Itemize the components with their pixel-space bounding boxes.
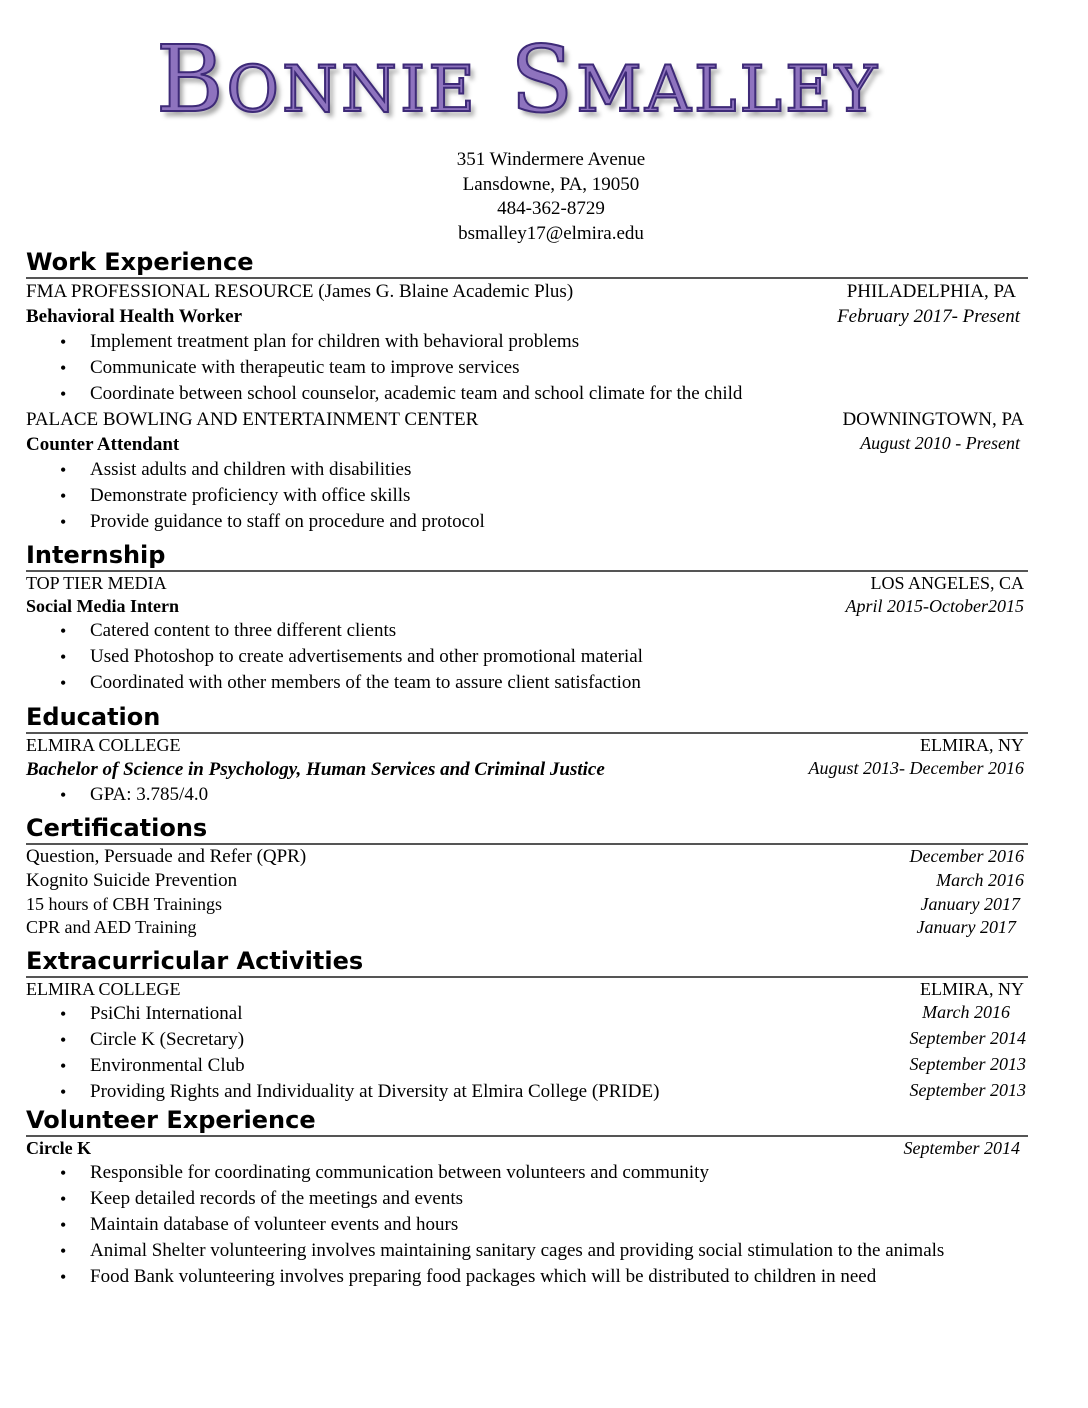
list-item: • Food Bank volunteering involves preparing food packages which will be distributed to children in need bbox=[90, 1264, 1008, 1290]
certification-date: December 2016 bbox=[909, 846, 1024, 866]
list-item: • Provide guidance to staff on procedure and protocol bbox=[90, 509, 1028, 535]
list-item bbox=[90, 1027, 1028, 1053]
internship-section bbox=[26, 540, 1028, 696]
work-experience-section bbox=[26, 247, 1028, 535]
certification-row bbox=[26, 916, 1028, 939]
job-bullets bbox=[26, 329, 1028, 407]
activity-date: September 2013 bbox=[909, 1054, 1026, 1074]
education-org: ELMIRA COLLEGE bbox=[26, 735, 181, 755]
list-item: • Maintain database of volunteer events and hours bbox=[90, 1212, 1008, 1238]
job-org: FMA PROFESSIONAL RESOURCE (James G. Blaine Academic Plus) bbox=[26, 281, 574, 302]
list-item: • Coordinated with other members of the team to assure client satisfaction bbox=[90, 670, 1028, 696]
activity-name: • Circle K (Secretary) bbox=[90, 1029, 245, 1050]
certification-date: January 2017 bbox=[920, 894, 1020, 914]
extracurricular-org: ELMIRA COLLEGE bbox=[26, 979, 181, 999]
job-bullets bbox=[26, 457, 1028, 535]
job-dates: February 2017- Present bbox=[837, 306, 1020, 327]
list-item: • GPA: 3.785/4.0 bbox=[90, 782, 1028, 808]
volunteer-dates: September 2014 bbox=[903, 1138, 1020, 1158]
list-item: • Demonstrate proficiency with office skills bbox=[90, 483, 1028, 509]
job-role: Counter Attendant bbox=[26, 434, 180, 455]
job-location: PHILADELPHIA, PA bbox=[846, 281, 1016, 302]
activity-name: • PsiChi International bbox=[90, 1003, 243, 1024]
list-item: • Used Photoshop to create advertisements and other promotional material bbox=[90, 644, 1028, 670]
volunteer-header bbox=[26, 1137, 1028, 1160]
activity-date: September 2013 bbox=[909, 1080, 1026, 1100]
job-org: PALACE BOWLING AND ENTERTAINMENT CENTER bbox=[26, 409, 479, 430]
certification-row bbox=[26, 893, 1028, 916]
contact-block bbox=[26, 148, 1076, 246]
job-header bbox=[26, 407, 1028, 432]
certification-date: March 2016 bbox=[936, 870, 1024, 890]
job-role-row bbox=[26, 432, 1028, 457]
extracurricular-section bbox=[26, 946, 1028, 1105]
list-item: • Keep detailed records of the meetings and events bbox=[90, 1186, 1008, 1212]
internship-role-row bbox=[26, 595, 1028, 618]
job-role-row bbox=[26, 304, 1028, 329]
section-title: Certifications bbox=[26, 813, 1028, 845]
list-item bbox=[90, 1079, 1028, 1105]
certification-row bbox=[26, 869, 1028, 893]
education-degree-row bbox=[26, 757, 1028, 782]
list-item: • Catered content to three different clients bbox=[90, 618, 1028, 644]
email: bsmalley17@elmira.edu bbox=[458, 222, 644, 244]
job-location: DOWNINGTOWN, PA bbox=[842, 409, 1024, 430]
section-title: Education bbox=[26, 702, 1028, 734]
address-line-1: 351 Windermere Avenue bbox=[456, 149, 646, 170]
certification-name: CPR and AED Training bbox=[26, 917, 197, 937]
internship-header bbox=[26, 572, 1028, 595]
activity-date: September 2014 bbox=[909, 1028, 1026, 1048]
education-degree: Bachelor of Science in Psychology, Human Services and Criminal Justice bbox=[26, 759, 605, 780]
section-title: Volunteer Experience bbox=[26, 1105, 1028, 1137]
volunteer-bullets bbox=[26, 1160, 1028, 1290]
extracurricular-location: ELMIRA, NY bbox=[920, 979, 1024, 999]
internship-location: LOS ANGELES, CA bbox=[870, 573, 1024, 593]
extracurricular-list bbox=[26, 1001, 1028, 1105]
list-item bbox=[90, 1053, 1028, 1079]
activity-name: • Environmental Club bbox=[90, 1055, 245, 1076]
list-item: • Animal Shelter volunteering involves maintaining sanitary cages and providing social stimulation to the animals bbox=[90, 1238, 1008, 1264]
certification-row bbox=[26, 845, 1028, 869]
activity-name: • Providing Rights and Individuality at Diversity at Elmira College (PRIDE) bbox=[90, 1081, 660, 1102]
volunteer-section bbox=[26, 1105, 1028, 1290]
education-section bbox=[26, 702, 1028, 808]
section-title: Work Experience bbox=[26, 247, 1028, 279]
phone: 484-362-8729 bbox=[497, 198, 605, 219]
education-bullets bbox=[26, 782, 1028, 808]
education-header bbox=[26, 734, 1028, 757]
education-location: ELMIRA, NY bbox=[920, 735, 1024, 755]
list-item: • Coordinate between school counselor, academic team and school climate for the child bbox=[90, 381, 1028, 407]
list-item bbox=[90, 1001, 1028, 1027]
address-line-2: Lansdowne, PA, 19050 bbox=[462, 173, 640, 195]
activity-date: March 2016 bbox=[922, 1002, 1010, 1022]
internship-dates: April 2015-October2015 bbox=[845, 596, 1024, 616]
certification-name: Question, Persuade and Refer (QPR) bbox=[26, 846, 307, 867]
list-item: • Responsible for coordinating communication between volunteers and community bbox=[90, 1160, 1008, 1186]
job-role: Behavioral Health Worker bbox=[26, 306, 243, 327]
certification-date: January 2017 bbox=[916, 917, 1016, 937]
list-item: • Communicate with therapeutic team to improve services bbox=[90, 355, 1028, 381]
certification-name: Kognito Suicide Prevention bbox=[26, 870, 238, 891]
internship-role: Social Media Intern bbox=[26, 596, 179, 616]
section-title: Internship bbox=[26, 540, 1028, 572]
volunteer-org: Circle K bbox=[26, 1138, 92, 1158]
certifications-section bbox=[26, 813, 1028, 939]
list-item: • Implement treatment plan for children with behavioral problems bbox=[90, 329, 1028, 355]
list-item: • Assist adults and children with disabilities bbox=[90, 457, 1028, 483]
resume-name: Bonnie Smalley bbox=[155, 26, 881, 133]
education-dates: August 2013- December 2016 bbox=[808, 758, 1024, 778]
internship-org: TOP TIER MEDIA bbox=[26, 573, 167, 593]
section-title: Extracurricular Activities bbox=[26, 946, 1028, 978]
job-dates: August 2010 - Present bbox=[860, 433, 1020, 453]
certification-name: 15 hours of CBH Trainings bbox=[26, 894, 223, 914]
internship-bullets bbox=[26, 618, 1028, 696]
extracurricular-header bbox=[26, 978, 1028, 1001]
job-header bbox=[26, 279, 1028, 304]
